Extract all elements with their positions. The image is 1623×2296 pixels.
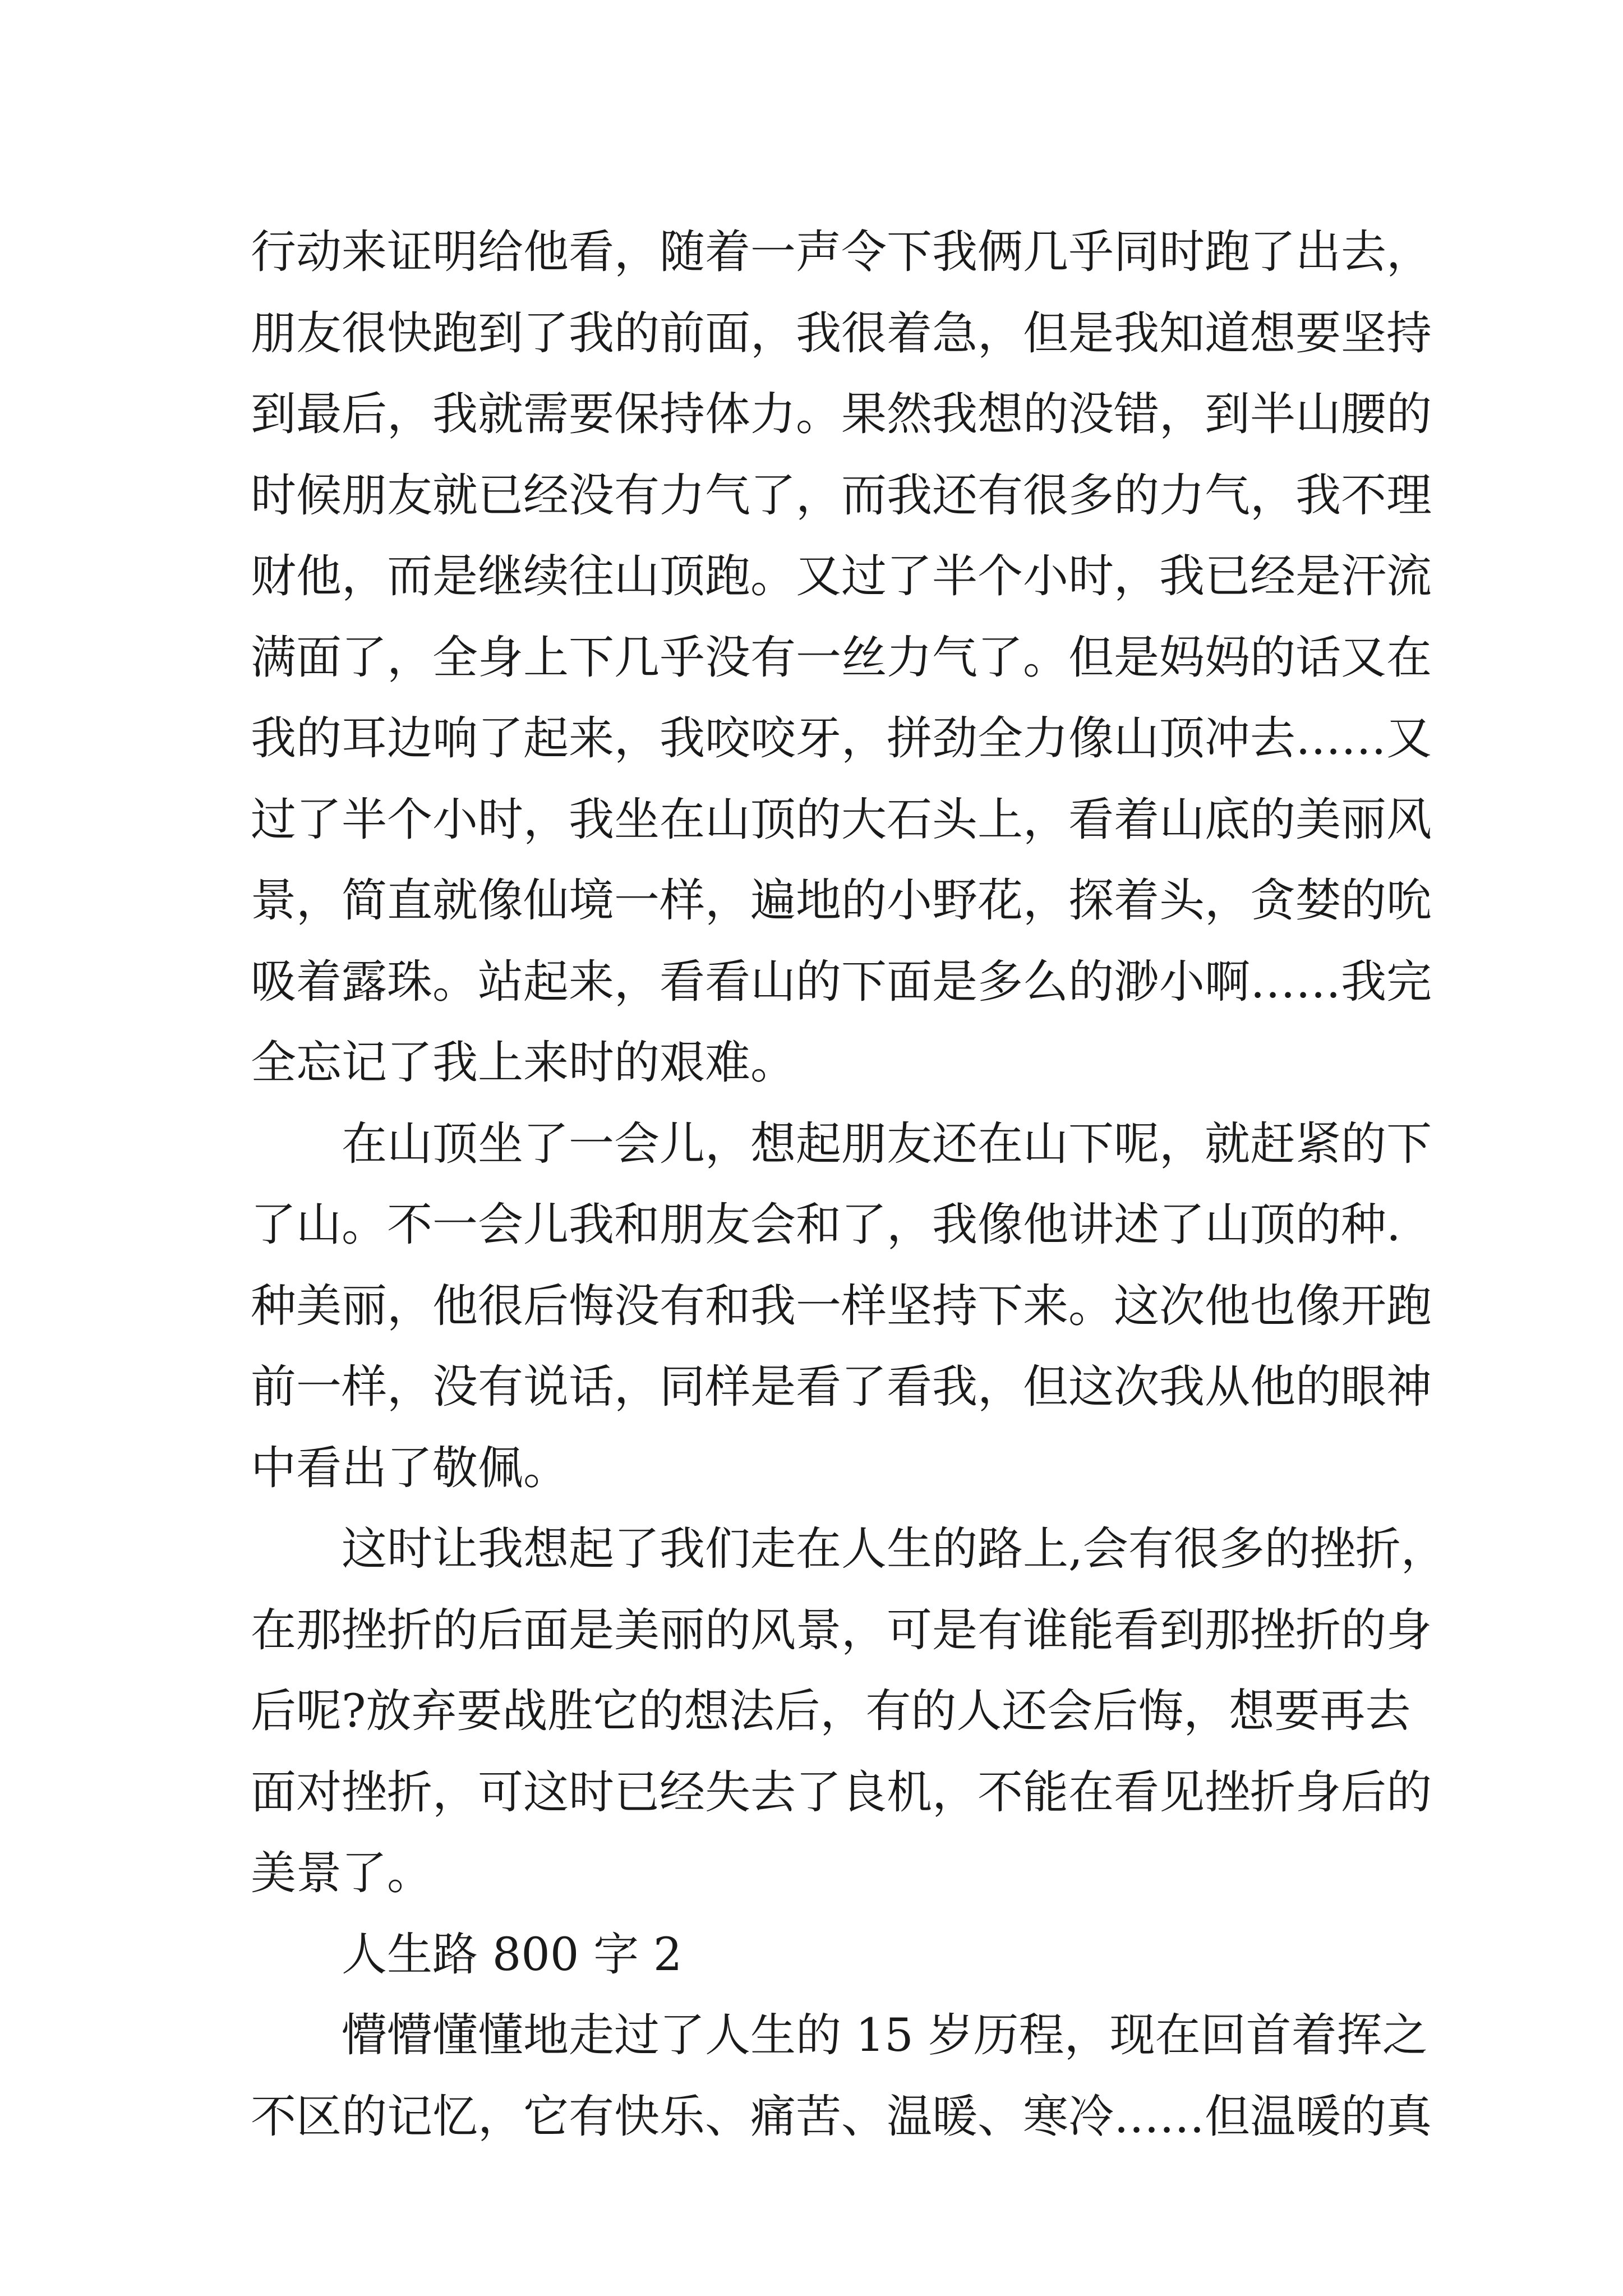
document-body: [251, 212, 1446, 2157]
text-line: 在那挫折的后面是美丽的风景，可是有谁能看到那挫折的身: [251, 1604, 1432, 1657]
paragraph-2: [251, 1104, 1432, 1510]
text-line: 时候朋友就已经没有力气了，而我还有很多的力气，我不理: [251, 469, 1432, 522]
text-line: 吸着露珠。站起来，看看山的下面是多么的渺小啊……我完: [251, 955, 1432, 1009]
section-heading: [251, 1915, 1392, 1996]
text-line: 在山顶坐了一会儿，想起朋友还在山下呢，就赶紧的下: [342, 1117, 1432, 1171]
text-line: 这时让我想起了我们走在人生的路上,会有很多的挫折，: [342, 1523, 1446, 1576]
text-line: 不区的记忆，它有快乐、痛苦、温暖、寒冷……但温暖的真: [251, 2090, 1432, 2143]
text-line: 到最后，我就需要保持体力。果然我想的没错，到半山腰的: [251, 388, 1432, 441]
text-line: 后呢?放弃要战胜它的想法后，有的人还会后悔，想要再去: [251, 1685, 1411, 1738]
text-line: 行动来证明给他看，随着一声令下我俩几乎同时跑了出去，: [251, 226, 1432, 279]
paragraph-3: [251, 1509, 1446, 1915]
text-line: 了山。不一会儿我和朋友会和了，我像他讲述了山顶的种.: [251, 1199, 1401, 1251]
text-line: 景，简直就像仙境一样，遍地的小野花，探着头，贪婪的吮: [251, 875, 1432, 927]
text-line: 我的耳边响了起来，我咬咬牙，拼劲全力像山顶冲去……又: [251, 712, 1432, 765]
text-line: 过了半个小时，我坐在山顶的大石头上，看着山底的美丽风: [251, 793, 1432, 846]
text-line: 美景了。: [251, 1847, 433, 1900]
text-line: 前一样，没有说话，同样是看了看我，但这次我从他的眼神: [251, 1361, 1432, 1414]
text-line: 懵懵懂懂地走过了人生的 15 岁历程，现在回首着挥之: [342, 2009, 1428, 2062]
text-line: 全忘记了我上来时的艰难。: [251, 1037, 796, 1089]
text-line: 满面了，全身上下几乎没有一丝力气了。但是妈妈的话又在: [251, 631, 1432, 684]
paragraph-1: [251, 212, 1432, 1104]
heading-line: 人生路 800 字 2: [342, 1928, 683, 1981]
text-line: 财他，而是继续往山顶跑。又过了半个小时，我已经是汗流: [251, 550, 1432, 603]
text-line: 朋友很快跑到了我的前面，我很着急，但是我知道想要坚持: [251, 307, 1432, 360]
text-line: 中看出了敬佩。: [251, 1442, 569, 1495]
paragraph-4: [251, 1995, 1432, 2157]
text-line: 种美丽，他很后悔没有和我一样坚持下来。这次他也像开跑: [251, 1280, 1432, 1333]
text-line: 面对挫折，可这时已经失去了良机，不能在看见挫折身后的: [251, 1766, 1432, 1819]
